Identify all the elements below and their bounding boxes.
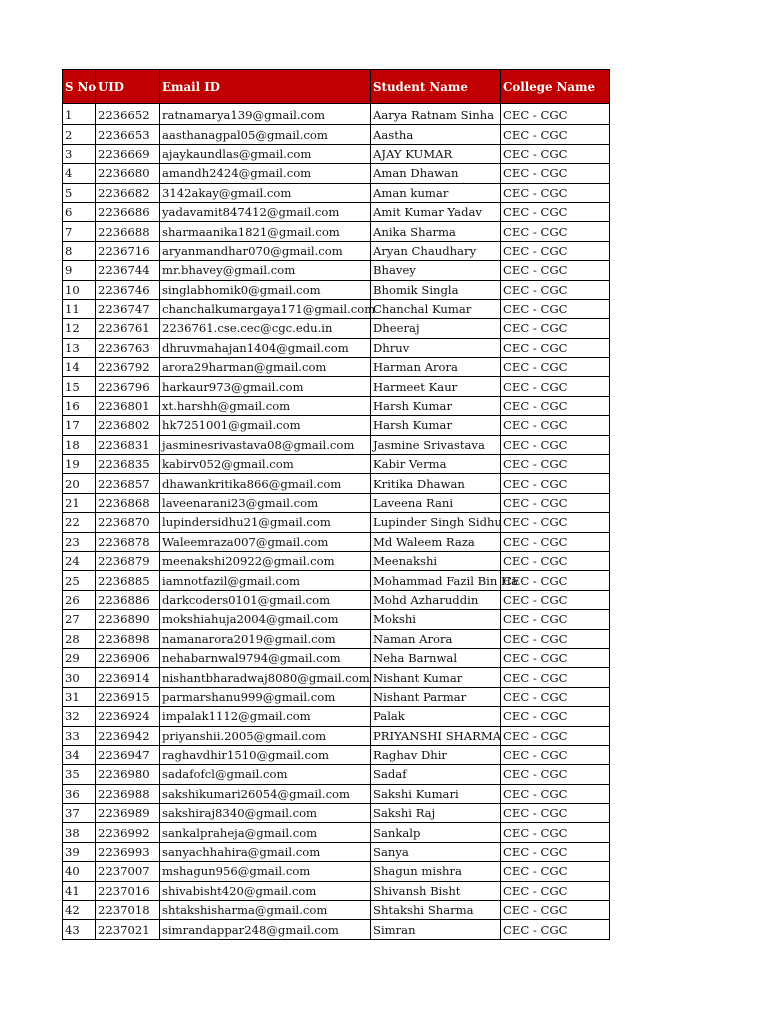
cell-email: impalak1112@gmail.com	[160, 707, 371, 726]
cell-sno: 39	[63, 842, 96, 861]
cell-uid: 2236914	[96, 668, 160, 687]
cell-sno: 43	[63, 920, 96, 939]
cell-email: meenakshi20922@gmail.com	[160, 551, 371, 570]
cell-sno: 36	[63, 784, 96, 803]
cell-uid: 2236942	[96, 726, 160, 745]
cell-uid: 2237007	[96, 862, 160, 881]
cell-uid: 2236761	[96, 319, 160, 338]
cell-uid: 2236831	[96, 435, 160, 454]
table-row	[63, 261, 610, 280]
cell-sno: 15	[63, 377, 96, 396]
cell-student-name: Anika Sharma	[371, 222, 501, 241]
cell-email: nishantbharadwaj8080@gmail.com	[160, 668, 371, 687]
cell-uid: 2236747	[96, 299, 160, 318]
table-row	[63, 784, 610, 803]
cell-email: sharmaanika1821@gmail.com	[160, 222, 371, 241]
cell-sno: 12	[63, 319, 96, 338]
cell-uid: 2236989	[96, 804, 160, 823]
cell-student-name: Aryan Chaudhary	[371, 241, 501, 260]
table-row	[63, 474, 610, 493]
cell-uid: 2236652	[96, 104, 160, 125]
cell-sno: 42	[63, 901, 96, 920]
cell-sno: 9	[63, 261, 96, 280]
cell-email: xt.harshh@gmail.com	[160, 396, 371, 415]
cell-college-name: CEC - CGC	[501, 687, 610, 706]
cell-email: singlabhomik0@gmail.com	[160, 280, 371, 299]
cell-sno: 18	[63, 435, 96, 454]
cell-email: jasminesrivastava08@gmail.com	[160, 435, 371, 454]
cell-college-name: CEC - CGC	[501, 183, 610, 202]
table-row	[63, 493, 610, 512]
cell-sno: 10	[63, 280, 96, 299]
cell-email: priyanshii.2005@gmail.com	[160, 726, 371, 745]
cell-email: darkcoders0101@gmail.com	[160, 590, 371, 609]
cell-sno: 8	[63, 241, 96, 260]
cell-uid: 2236669	[96, 144, 160, 163]
cell-student-name: Mohammad Fazil Bin Ha	[371, 571, 501, 590]
cell-student-name: Nishant Kumar	[371, 668, 501, 687]
cell-student-name: Kritika Dhawan	[371, 474, 501, 493]
cell-sno: 37	[63, 804, 96, 823]
cell-student-name: Md Waleem Raza	[371, 532, 501, 551]
cell-sno: 7	[63, 222, 96, 241]
cell-uid: 2236898	[96, 629, 160, 648]
cell-student-name: Aastha	[371, 125, 501, 144]
cell-sno: 32	[63, 707, 96, 726]
cell-email: namanarora2019@gmail.com	[160, 629, 371, 648]
cell-student-name: Harsh Kumar	[371, 396, 501, 415]
cell-student-name: Sakshi Kumari	[371, 784, 501, 803]
cell-email: kabirv052@gmail.com	[160, 455, 371, 474]
table-row	[63, 299, 610, 318]
cell-email: 3142akay@gmail.com	[160, 183, 371, 202]
cell-student-name: Harsh Kumar	[371, 416, 501, 435]
table-row	[63, 396, 610, 415]
table-row	[63, 241, 610, 260]
cell-college-name: CEC - CGC	[501, 435, 610, 454]
cell-student-name: Lupinder Singh Sidhu	[371, 513, 501, 532]
table-row	[63, 687, 610, 706]
table-row	[63, 104, 610, 125]
cell-sno: 28	[63, 629, 96, 648]
cell-student-name: Mohd Azharuddin	[371, 590, 501, 609]
cell-college-name: CEC - CGC	[501, 532, 610, 551]
cell-sno: 27	[63, 610, 96, 629]
cell-uid: 2237016	[96, 881, 160, 900]
cell-college-name: CEC - CGC	[501, 745, 610, 764]
table-row	[63, 901, 610, 920]
cell-student-name: Meenakshi	[371, 551, 501, 570]
table-row	[63, 513, 610, 532]
cell-email: sadafofcl@gmail.com	[160, 765, 371, 784]
cell-email: laveenarani23@gmail.com	[160, 493, 371, 512]
cell-student-name: Sankalp	[371, 823, 501, 842]
cell-uid: 2236947	[96, 745, 160, 764]
header-uid: UID	[96, 70, 160, 104]
cell-student-name: Shivansh Bisht	[371, 881, 501, 900]
cell-college-name: CEC - CGC	[501, 784, 610, 803]
cell-student-name: Laveena Rani	[371, 493, 501, 512]
cell-sno: 29	[63, 648, 96, 667]
cell-college-name: CEC - CGC	[501, 862, 610, 881]
table-row	[63, 280, 610, 299]
table-row	[63, 551, 610, 570]
table-row	[63, 144, 610, 163]
cell-student-name: Kabir Verma	[371, 455, 501, 474]
cell-sno: 19	[63, 455, 96, 474]
cell-uid: 2236796	[96, 377, 160, 396]
cell-sno: 38	[63, 823, 96, 842]
cell-uid: 2236993	[96, 842, 160, 861]
cell-uid: 2236682	[96, 183, 160, 202]
cell-college-name: CEC - CGC	[501, 648, 610, 667]
table-row	[63, 823, 610, 842]
table-row	[63, 804, 610, 823]
cell-uid: 2236792	[96, 358, 160, 377]
cell-student-name: Bhavey	[371, 261, 501, 280]
cell-email: sanyachhahira@gmail.com	[160, 842, 371, 861]
cell-college-name: CEC - CGC	[501, 338, 610, 357]
cell-uid: 2236878	[96, 532, 160, 551]
cell-college-name: CEC - CGC	[501, 707, 610, 726]
table-row	[63, 202, 610, 221]
cell-email: simrandappar248@gmail.com	[160, 920, 371, 939]
cell-sno: 26	[63, 590, 96, 609]
table-row	[63, 164, 610, 183]
cell-student-name: Raghav Dhir	[371, 745, 501, 764]
cell-email: dhruvmahajan1404@gmail.com	[160, 338, 371, 357]
cell-uid: 2236857	[96, 474, 160, 493]
cell-email: sankalpraheja@gmail.com	[160, 823, 371, 842]
cell-email: raghavdhir1510@gmail.com	[160, 745, 371, 764]
table-row	[63, 590, 610, 609]
cell-student-name: Sakshi Raj	[371, 804, 501, 823]
table-row	[63, 648, 610, 667]
cell-student-name: Chanchal Kumar	[371, 299, 501, 318]
table-row	[63, 455, 610, 474]
cell-sno: 33	[63, 726, 96, 745]
table-row	[63, 319, 610, 338]
cell-sno: 41	[63, 881, 96, 900]
cell-uid: 2236653	[96, 125, 160, 144]
cell-college-name: CEC - CGC	[501, 823, 610, 842]
cell-uid: 2236802	[96, 416, 160, 435]
cell-college-name: CEC - CGC	[501, 280, 610, 299]
cell-sno: 34	[63, 745, 96, 764]
cell-student-name: Sadaf	[371, 765, 501, 784]
cell-college-name: CEC - CGC	[501, 493, 610, 512]
cell-email: mshagun956@gmail.com	[160, 862, 371, 881]
table-header	[63, 70, 610, 104]
cell-college-name: CEC - CGC	[501, 396, 610, 415]
table-row	[63, 707, 610, 726]
cell-uid: 2236744	[96, 261, 160, 280]
cell-student-name: Dhruv	[371, 338, 501, 357]
cell-email: amandh2424@gmail.com	[160, 164, 371, 183]
cell-college-name: CEC - CGC	[501, 610, 610, 629]
table-row	[63, 416, 610, 435]
cell-sno: 30	[63, 668, 96, 687]
cell-sno: 40	[63, 862, 96, 881]
cell-college-name: CEC - CGC	[501, 804, 610, 823]
cell-sno: 5	[63, 183, 96, 202]
cell-email: chanchalkumargaya171@gmail.com	[160, 299, 371, 318]
cell-email: iamnotfazil@gmail.com	[160, 571, 371, 590]
cell-uid: 2236835	[96, 455, 160, 474]
cell-sno: 24	[63, 551, 96, 570]
cell-college-name: CEC - CGC	[501, 377, 610, 396]
cell-sno: 22	[63, 513, 96, 532]
cell-sno: 16	[63, 396, 96, 415]
cell-college-name: CEC - CGC	[501, 104, 610, 125]
cell-student-name: Aarya Ratnam Sinha	[371, 104, 501, 125]
cell-uid: 2236915	[96, 687, 160, 706]
cell-email: shtakshisharma@gmail.com	[160, 901, 371, 920]
cell-college-name: CEC - CGC	[501, 164, 610, 183]
cell-college-name: CEC - CGC	[501, 358, 610, 377]
cell-college-name: CEC - CGC	[501, 881, 610, 900]
table-row	[63, 358, 610, 377]
header-student-name: Student Name	[371, 70, 501, 104]
cell-uid: 2236680	[96, 164, 160, 183]
table-row	[63, 881, 610, 900]
cell-student-name: Aman kumar	[371, 183, 501, 202]
cell-college-name: CEC - CGC	[501, 590, 610, 609]
cell-student-name: Simran	[371, 920, 501, 939]
cell-email: ajaykaundlas@gmail.com	[160, 144, 371, 163]
cell-sno: 4	[63, 164, 96, 183]
cell-email: lupindersidhu21@gmail.com	[160, 513, 371, 532]
table-row	[63, 842, 610, 861]
cell-email: aasthanagpal05@gmail.com	[160, 125, 371, 144]
cell-college-name: CEC - CGC	[501, 416, 610, 435]
cell-college-name: CEC - CGC	[501, 629, 610, 648]
cell-sno: 25	[63, 571, 96, 590]
cell-student-name: Palak	[371, 707, 501, 726]
cell-uid: 2236886	[96, 590, 160, 609]
table-row	[63, 862, 610, 881]
cell-student-name: Shtakshi Sharma	[371, 901, 501, 920]
cell-student-name: Dheeraj	[371, 319, 501, 338]
cell-college-name: CEC - CGC	[501, 901, 610, 920]
cell-college-name: CEC - CGC	[501, 765, 610, 784]
table-row	[63, 222, 610, 241]
cell-email: sakshiraj8340@gmail.com	[160, 804, 371, 823]
table-row	[63, 571, 610, 590]
table-row	[63, 338, 610, 357]
table-row	[63, 125, 610, 144]
cell-uid: 2237018	[96, 901, 160, 920]
cell-student-name: Sanya	[371, 842, 501, 861]
student-table	[62, 69, 610, 940]
cell-email: parmarshanu999@gmail.com	[160, 687, 371, 706]
cell-email: dhawankritika866@gmail.com	[160, 474, 371, 493]
cell-student-name: Harman Arora	[371, 358, 501, 377]
cell-sno: 14	[63, 358, 96, 377]
cell-student-name: Jasmine Srivastava	[371, 435, 501, 454]
cell-student-name: Neha Barnwal	[371, 648, 501, 667]
header-row	[63, 70, 610, 104]
cell-college-name: CEC - CGC	[501, 299, 610, 318]
cell-college-name: CEC - CGC	[501, 261, 610, 280]
cell-student-name: Amit Kumar Yadav	[371, 202, 501, 221]
table-row	[63, 920, 610, 939]
cell-college-name: CEC - CGC	[501, 222, 610, 241]
cell-email: Waleemraza007@gmail.com	[160, 532, 371, 551]
table-row	[63, 726, 610, 745]
cell-student-name: Naman Arora	[371, 629, 501, 648]
cell-college-name: CEC - CGC	[501, 202, 610, 221]
cell-sno: 20	[63, 474, 96, 493]
cell-uid: 2236870	[96, 513, 160, 532]
table-row	[63, 765, 610, 784]
cell-sno: 2	[63, 125, 96, 144]
cell-student-name: PRIYANSHI SHARMA	[371, 726, 501, 745]
cell-college-name: CEC - CGC	[501, 319, 610, 338]
cell-sno: 21	[63, 493, 96, 512]
cell-college-name: CEC - CGC	[501, 455, 610, 474]
cell-uid: 2236879	[96, 551, 160, 570]
cell-email: nehabarnwal9794@gmail.com	[160, 648, 371, 667]
cell-college-name: CEC - CGC	[501, 726, 610, 745]
cell-uid: 2236763	[96, 338, 160, 357]
table-row	[63, 377, 610, 396]
cell-uid: 2237021	[96, 920, 160, 939]
cell-uid: 2236906	[96, 648, 160, 667]
cell-college-name: CEC - CGC	[501, 144, 610, 163]
cell-email: harkaur973@gmail.com	[160, 377, 371, 396]
cell-sno: 17	[63, 416, 96, 435]
cell-sno: 23	[63, 532, 96, 551]
table-row	[63, 183, 610, 202]
table-row	[63, 745, 610, 764]
cell-uid: 2236885	[96, 571, 160, 590]
cell-student-name: Bhomik Singla	[371, 280, 501, 299]
table-row	[63, 668, 610, 687]
cell-sno: 3	[63, 144, 96, 163]
header-college-name: College Name	[501, 70, 610, 104]
cell-sno: 6	[63, 202, 96, 221]
cell-college-name: CEC - CGC	[501, 842, 610, 861]
cell-uid: 2236746	[96, 280, 160, 299]
cell-college-name: CEC - CGC	[501, 241, 610, 260]
cell-email: yadavamit847412@gmail.com	[160, 202, 371, 221]
table-body	[63, 104, 610, 940]
cell-college-name: CEC - CGC	[501, 513, 610, 532]
table-row	[63, 435, 610, 454]
cell-college-name: CEC - CGC	[501, 668, 610, 687]
cell-student-name: Mokshi	[371, 610, 501, 629]
cell-college-name: CEC - CGC	[501, 474, 610, 493]
cell-uid: 2236890	[96, 610, 160, 629]
table-row	[63, 629, 610, 648]
cell-uid: 2236988	[96, 784, 160, 803]
cell-uid: 2236980	[96, 765, 160, 784]
cell-student-name: Harmeet Kaur	[371, 377, 501, 396]
cell-sno: 1	[63, 104, 96, 125]
cell-email: hk7251001@gmail.com	[160, 416, 371, 435]
cell-college-name: CEC - CGC	[501, 920, 610, 939]
cell-uid: 2236688	[96, 222, 160, 241]
cell-email: shivabisht420@gmail.com	[160, 881, 371, 900]
cell-student-name: Aman Dhawan	[371, 164, 501, 183]
cell-sno: 11	[63, 299, 96, 318]
cell-uid: 2236924	[96, 707, 160, 726]
cell-student-name: Nishant Parmar	[371, 687, 501, 706]
cell-uid: 2236868	[96, 493, 160, 512]
cell-email: ratnamarya139@gmail.com	[160, 104, 371, 125]
cell-college-name: CEC - CGC	[501, 551, 610, 570]
cell-email: aryanmandhar070@gmail.com	[160, 241, 371, 260]
header-email: Email ID	[160, 70, 371, 104]
cell-uid: 2236801	[96, 396, 160, 415]
cell-uid: 2236716	[96, 241, 160, 260]
cell-uid: 2236686	[96, 202, 160, 221]
cell-student-name: AJAY KUMAR	[371, 144, 501, 163]
cell-college-name: CEC - CGC	[501, 125, 610, 144]
cell-email: mr.bhavey@gmail.com	[160, 261, 371, 280]
table-row	[63, 532, 610, 551]
cell-sno: 35	[63, 765, 96, 784]
cell-email: 2236761.cse.cec@cgc.edu.in	[160, 319, 371, 338]
cell-college-name: CEC - CGC	[501, 571, 610, 590]
cell-email: arora29harman@gmail.com	[160, 358, 371, 377]
cell-sno: 31	[63, 687, 96, 706]
cell-sno: 13	[63, 338, 96, 357]
table-row	[63, 610, 610, 629]
cell-email: sakshikumari26054@gmail.com	[160, 784, 371, 803]
cell-email: mokshiahuja2004@gmail.com	[160, 610, 371, 629]
cell-student-name: Shagun mishra	[371, 862, 501, 881]
header-sno: S No	[63, 70, 96, 104]
cell-uid: 2236992	[96, 823, 160, 842]
